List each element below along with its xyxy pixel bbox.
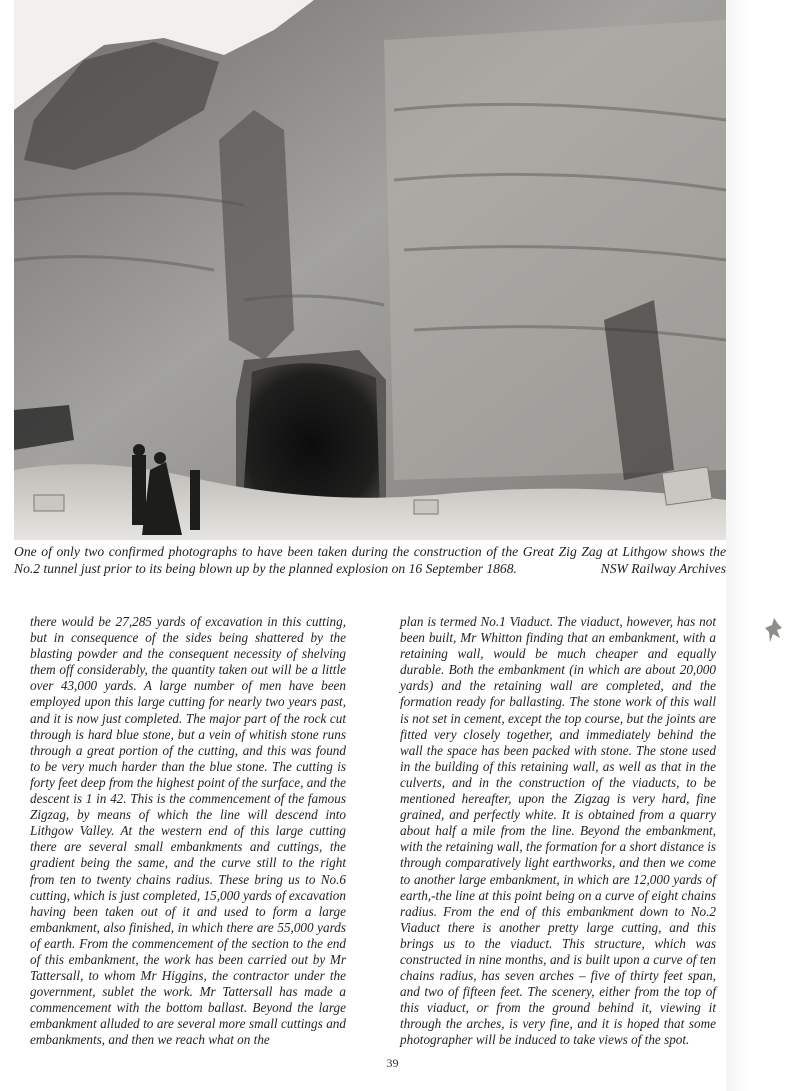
photo-caption (14, 543, 726, 577)
historic-photograph (14, 0, 726, 540)
body-column-right: plan is termed No.1 Viaduct. The viaduct, however, has not been built, Mr Whitton finding that an embankment, with a retaining wall, would be much cheaper and equally durable. Both the embankment (in which are about 20,000 yards) and the retaining wall are completed, and the formation ready for ballasting. The stone work of this wall is not set in cement, except the top course, but the joints are fitted very closely together, and immediately behind the wall the space has been packed with stone. The stone used in the building of this retaining wall, as well as that in the culverts, and in the construction of the viaducts, to be mentioned hereafter, upon the Zigzag is very hard, fine grained, and perfectly white. It is obtained from a quarry about half a mile from the line. Beyond the embankment, with the retaining wall, the formation for a short distance is through comparatively light earthworks, and then we come to another large embankment, in which are 12,000 yards of earth,-the line at this point being on a curve of eight chains radius. From the end of this embankment down to No.2 Viaduct there is another pretty large cutting, and this brings us to the viaduct. This structure, which was constructed in nine months, and is built upon a curve of ten chains radius, has seven arches – five of thirty feet span, and two of fifteen feet. The scenery, either from the top of this viaduct, or from the ground behind it, viewing it through the arches, is very fine, and it is hoped that some photographer will be induced to take views of the spot. (400, 614, 716, 1048)
body-column-left: there would be 27,285 yards of excavation in this cutting, but in consequence of the sides being shattered by the blasting powder and the consequent necessity of shelving them off considerably, the quantity taken out will be a little over 43,000 yards. A large number of men have been employed upon this large cutting for nearly two years past, and it is now just completed. The major part of the rock cut through is hard blue stone, but a vein of whitish stone runs through a great portion of the cutting, and this was found to be very much harder than the blue stone. The cutting is forty feet deep from the highest point of the surface, and the descent is 1 in 42. This is the commencement of the famous Zigzag, by means of which the line will descend into Lithgow Valley. At the western end of this large cutting there are several small embankments and cuttings, the gradient being the same, and the curve still to the right from ten to twenty chains radius. These bring us to No.6 cutting, which is just completed, 15,000 yards of excavation having been taken out of it and used to form a large embankment, also finished, in which there are 55,000 yards of earth. From the commencement of the section to the end of this embankment, the work has been carried out by Mr Tattersall, to whom Mr Higgins, the contractor under the government, sublet the work. Mr Tattersall has made a commencement with the bottom ballast. Beyond the large embankment alluded to are several more small cuttings and embankments, and then we reach what on the (30, 614, 346, 1048)
page-edge-shadow (726, 0, 785, 1091)
page-number: 39 (386, 1056, 399, 1070)
binding-scrap-mark (764, 616, 784, 644)
photo-credit: NSW Railway Archives (600, 561, 726, 576)
tunnel-cutting-photo (14, 0, 726, 540)
caption-text: One of only two confirmed photographs to have been taken during the construction of the Great Zig Zag at Lithgow shows the No.2 tunnel just prior to its being blown up by the planned explosion on 16 September 1868. (14, 544, 726, 576)
